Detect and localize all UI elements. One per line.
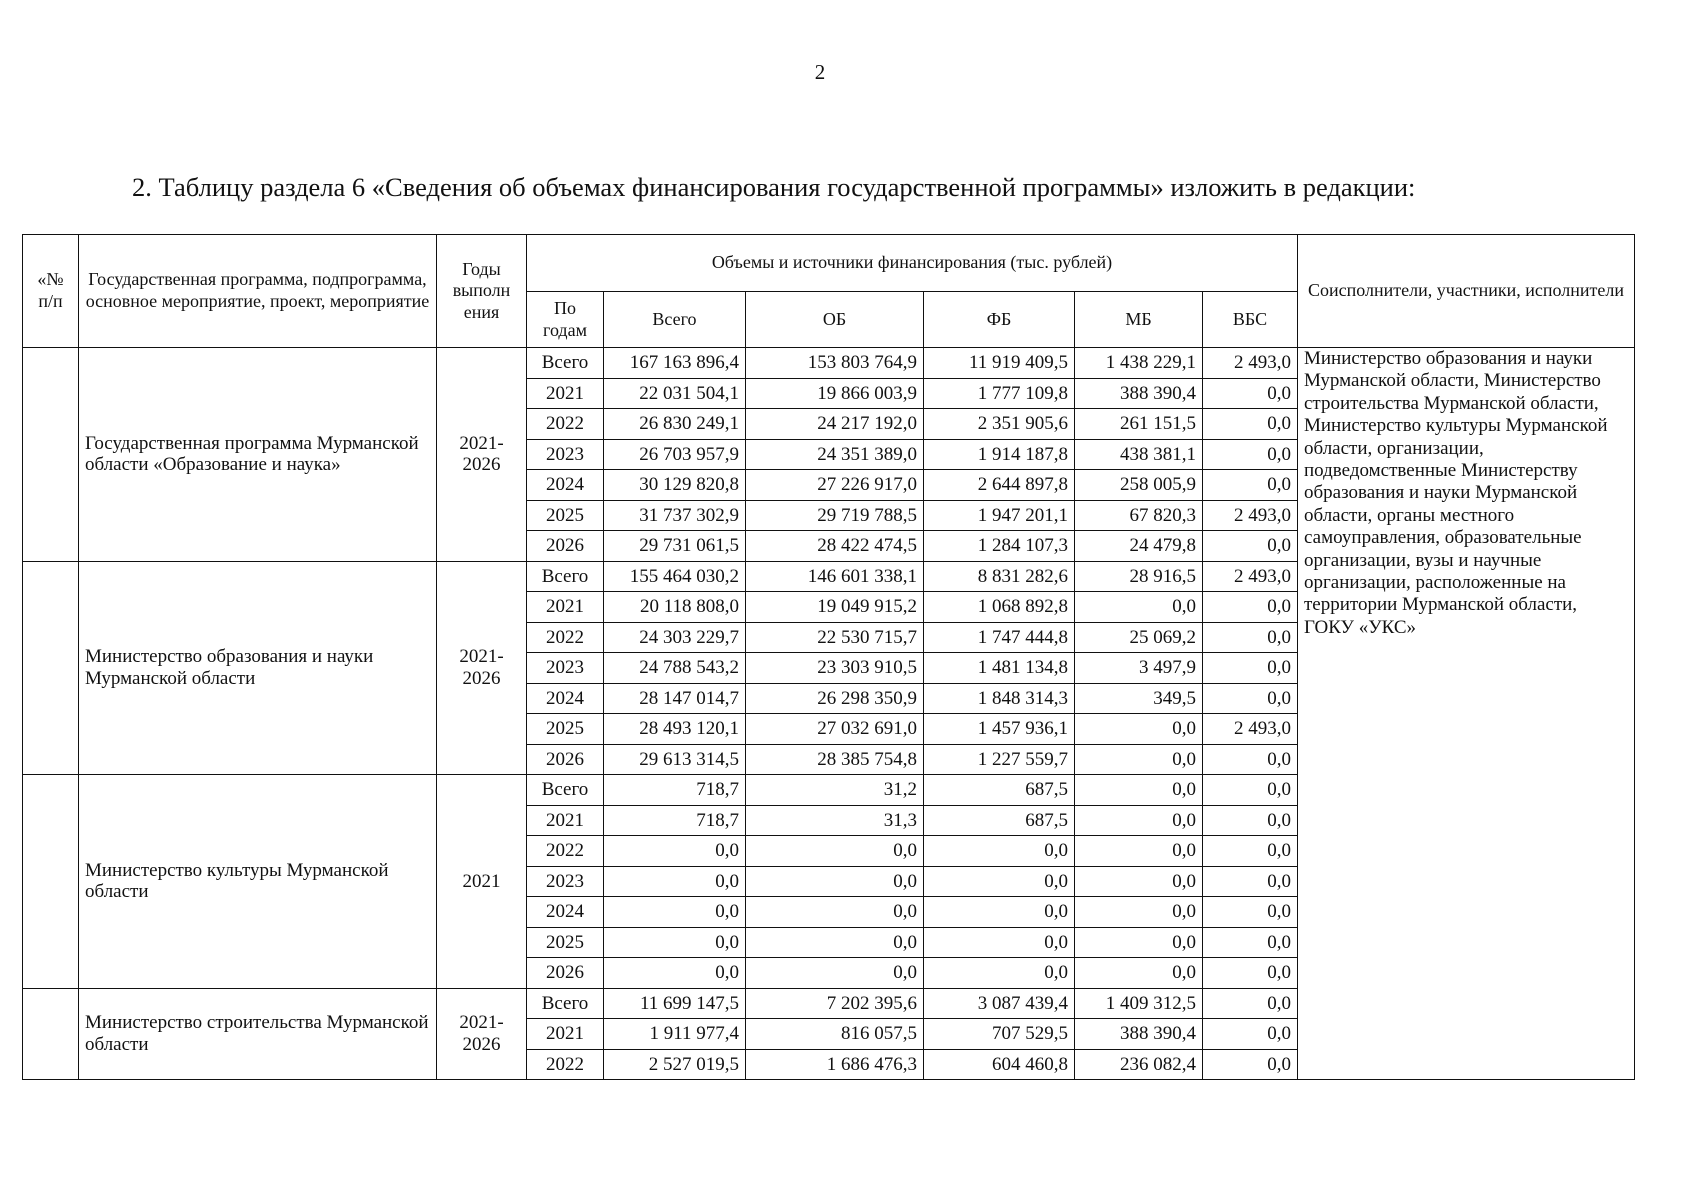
cell-fb: 1 848 314,3 — [924, 683, 1075, 714]
cell-ob: 31,3 — [746, 805, 924, 836]
group-number-cell — [23, 988, 79, 1080]
cell-fb: 0,0 — [924, 958, 1075, 989]
coexecutors-text: Министерство образования и науки Мурманской области, Министерство строительства Мурманской области, Министерство культуры Мурманской области, организации, подведомственные Министерству образования и науки Мурманской области, органы местного самоуправления, образовательные организации, вузы и научные организации, расположенные на территории Мурманской области, ГОКУ «УКС» — [1298, 348, 1635, 1080]
row-year: 2021 — [527, 1019, 604, 1050]
cell-vbs: 0,0 — [1203, 866, 1298, 897]
cell-mb: 388 390,4 — [1075, 378, 1203, 409]
cell-ob: 0,0 — [746, 927, 924, 958]
cell-total: 26 830 249,1 — [604, 409, 746, 440]
row-year: Всего — [527, 988, 604, 1019]
cell-mb: 0,0 — [1075, 775, 1203, 806]
cell-vbs: 0,0 — [1203, 470, 1298, 501]
cell-vbs: 0,0 — [1203, 805, 1298, 836]
cell-fb: 3 087 439,4 — [924, 988, 1075, 1019]
cell-ob: 24 351 389,0 — [746, 439, 924, 470]
cell-total: 29 613 314,5 — [604, 744, 746, 775]
cell-ob: 0,0 — [746, 866, 924, 897]
cell-total: 155 464 030,2 — [604, 561, 746, 592]
group-years: 2021-2026 — [437, 561, 527, 775]
cell-total: 30 129 820,8 — [604, 470, 746, 501]
cell-ob: 29 719 788,5 — [746, 500, 924, 531]
cell-total: 718,7 — [604, 775, 746, 806]
cell-mb: 67 820,3 — [1075, 500, 1203, 531]
cell-fb: 0,0 — [924, 836, 1075, 867]
row-year: 2022 — [527, 409, 604, 440]
cell-total: 28 147 014,7 — [604, 683, 746, 714]
cell-total: 0,0 — [604, 927, 746, 958]
cell-ob: 153 803 764,9 — [746, 348, 924, 379]
cell-vbs: 2 493,0 — [1203, 714, 1298, 745]
cell-vbs: 0,0 — [1203, 775, 1298, 806]
cell-ob: 26 298 350,9 — [746, 683, 924, 714]
cell-fb: 1 777 109,8 — [924, 378, 1075, 409]
header-program: Государственная программа, подпрограмма, основное мероприятие, проект, мероприятие — [79, 235, 437, 348]
header-mb: МБ — [1075, 292, 1203, 348]
cell-mb: 0,0 — [1075, 805, 1203, 836]
cell-mb: 438 381,1 — [1075, 439, 1203, 470]
group-years: 2021-2026 — [437, 988, 527, 1080]
row-year: 2026 — [527, 744, 604, 775]
row-year: 2026 — [527, 958, 604, 989]
cell-mb: 0,0 — [1075, 836, 1203, 867]
cell-ob: 31,2 — [746, 775, 924, 806]
cell-total: 28 493 120,1 — [604, 714, 746, 745]
cell-total: 0,0 — [604, 897, 746, 928]
cell-vbs: 0,0 — [1203, 439, 1298, 470]
cell-mb: 1 409 312,5 — [1075, 988, 1203, 1019]
row-year: 2022 — [527, 1049, 604, 1080]
cell-ob: 0,0 — [746, 897, 924, 928]
cell-mb: 0,0 — [1075, 592, 1203, 623]
cell-vbs: 0,0 — [1203, 683, 1298, 714]
cell-vbs: 0,0 — [1203, 531, 1298, 562]
cell-vbs: 0,0 — [1203, 378, 1298, 409]
cell-ob: 0,0 — [746, 836, 924, 867]
cell-fb: 1 914 187,8 — [924, 439, 1075, 470]
row-year: 2022 — [527, 836, 604, 867]
row-year: 2024 — [527, 470, 604, 501]
header-years: Годы выполн ения — [437, 235, 527, 348]
row-year: 2024 — [527, 897, 604, 928]
row-year: Всего — [527, 561, 604, 592]
row-year: 2025 — [527, 714, 604, 745]
group-years: 2021-2026 — [437, 348, 527, 562]
row-year: 2026 — [527, 531, 604, 562]
cell-ob: 27 226 917,0 — [746, 470, 924, 501]
cell-fb: 1 947 201,1 — [924, 500, 1075, 531]
cell-total: 0,0 — [604, 866, 746, 897]
cell-vbs: 2 493,0 — [1203, 561, 1298, 592]
group-number-cell — [23, 775, 79, 989]
table-body — [23, 348, 1635, 1080]
row-year: 2022 — [527, 622, 604, 653]
cell-vbs: 0,0 — [1203, 744, 1298, 775]
page-number: 2 — [814, 60, 826, 84]
cell-mb: 236 082,4 — [1075, 1049, 1203, 1080]
table-row — [23, 348, 1635, 379]
cell-ob: 1 686 476,3 — [746, 1049, 924, 1080]
group-name: Министерство культуры Мурманской области — [79, 775, 437, 989]
header-num: «№ п/п — [23, 235, 79, 348]
cell-fb: 707 529,5 — [924, 1019, 1075, 1050]
cell-fb: 8 831 282,6 — [924, 561, 1075, 592]
cell-mb: 261 151,5 — [1075, 409, 1203, 440]
row-year: 2025 — [527, 500, 604, 531]
cell-vbs: 2 493,0 — [1203, 348, 1298, 379]
cell-mb: 28 916,5 — [1075, 561, 1203, 592]
cell-fb: 1 227 559,7 — [924, 744, 1075, 775]
cell-total: 167 163 896,4 — [604, 348, 746, 379]
cell-ob: 28 422 474,5 — [746, 531, 924, 562]
header-vbs: ВБС — [1203, 292, 1298, 348]
financing-table — [22, 234, 1635, 1080]
group-name: Министерство строительства Мурманской области — [79, 988, 437, 1080]
cell-mb: 0,0 — [1075, 714, 1203, 745]
cell-fb: 687,5 — [924, 805, 1075, 836]
cell-fb: 0,0 — [924, 927, 1075, 958]
cell-total: 2 527 019,5 — [604, 1049, 746, 1080]
header-fb: ФБ — [924, 292, 1075, 348]
cell-total: 31 737 302,9 — [604, 500, 746, 531]
group-number-cell — [23, 348, 79, 562]
cell-fb: 1 068 892,8 — [924, 592, 1075, 623]
row-year: 2025 — [527, 927, 604, 958]
cell-ob: 24 217 192,0 — [746, 409, 924, 440]
cell-mb: 0,0 — [1075, 897, 1203, 928]
cell-vbs: 0,0 — [1203, 653, 1298, 684]
header-funding: Объемы и источники финансирования (тыс. рублей) — [527, 235, 1298, 292]
group-number-cell — [23, 561, 79, 775]
cell-mb: 258 005,9 — [1075, 470, 1203, 501]
row-year: 2021 — [527, 805, 604, 836]
cell-ob: 19 866 003,9 — [746, 378, 924, 409]
cell-mb: 349,5 — [1075, 683, 1203, 714]
cell-vbs: 0,0 — [1203, 622, 1298, 653]
row-year: 2023 — [527, 653, 604, 684]
cell-ob: 28 385 754,8 — [746, 744, 924, 775]
cell-vbs: 0,0 — [1203, 409, 1298, 440]
cell-vbs: 0,0 — [1203, 1019, 1298, 1050]
row-year: 2023 — [527, 439, 604, 470]
cell-fb: 604 460,8 — [924, 1049, 1075, 1080]
cell-fb: 11 919 409,5 — [924, 348, 1075, 379]
row-year: 2021 — [527, 592, 604, 623]
cell-vbs: 0,0 — [1203, 897, 1298, 928]
row-year: 2021 — [527, 378, 604, 409]
cell-total: 20 118 808,0 — [604, 592, 746, 623]
cell-vbs: 2 493,0 — [1203, 500, 1298, 531]
cell-mb: 1 438 229,1 — [1075, 348, 1203, 379]
cell-vbs: 0,0 — [1203, 927, 1298, 958]
cell-ob: 146 601 338,1 — [746, 561, 924, 592]
cell-vbs: 0,0 — [1203, 958, 1298, 989]
cell-mb: 388 390,4 — [1075, 1019, 1203, 1050]
cell-total: 24 303 229,7 — [604, 622, 746, 653]
cell-mb: 3 497,9 — [1075, 653, 1203, 684]
cell-fb: 1 284 107,3 — [924, 531, 1075, 562]
cell-fb: 2 351 905,6 — [924, 409, 1075, 440]
cell-total: 29 731 061,5 — [604, 531, 746, 562]
cell-ob: 22 530 715,7 — [746, 622, 924, 653]
cell-ob: 19 049 915,2 — [746, 592, 924, 623]
cell-fb: 687,5 — [924, 775, 1075, 806]
cell-total: 26 703 957,9 — [604, 439, 746, 470]
cell-vbs: 0,0 — [1203, 988, 1298, 1019]
cell-fb: 0,0 — [924, 897, 1075, 928]
header-ob: ОБ — [746, 292, 924, 348]
group-years: 2021 — [437, 775, 527, 989]
cell-fb: 2 644 897,8 — [924, 470, 1075, 501]
cell-total: 718,7 — [604, 805, 746, 836]
cell-fb: 0,0 — [924, 866, 1075, 897]
cell-ob: 0,0 — [746, 958, 924, 989]
cell-mb: 25 069,2 — [1075, 622, 1203, 653]
cell-mb: 0,0 — [1075, 958, 1203, 989]
cell-total: 0,0 — [604, 836, 746, 867]
row-year: 2024 — [527, 683, 604, 714]
cell-total: 0,0 — [604, 958, 746, 989]
cell-ob: 7 202 395,6 — [746, 988, 924, 1019]
row-year: 2023 — [527, 866, 604, 897]
cell-ob: 27 032 691,0 — [746, 714, 924, 745]
row-year: Всего — [527, 775, 604, 806]
section-heading: 2. Таблицу раздела 6 «Сведения об объемах финансирования государственной программы» изложить в редакции: — [132, 172, 1416, 202]
group-name: Министерство образования и науки Мурманской области — [79, 561, 437, 775]
header-by-years: По годам — [527, 292, 604, 348]
cell-mb: 24 479,8 — [1075, 531, 1203, 562]
cell-total: 24 788 543,2 — [604, 653, 746, 684]
cell-fb: 1 457 936,1 — [924, 714, 1075, 745]
cell-mb: 0,0 — [1075, 866, 1203, 897]
cell-ob: 816 057,5 — [746, 1019, 924, 1050]
header-total: Всего — [604, 292, 746, 348]
group-name: Государственная программа Мурманской области «Образование и наука» — [79, 348, 437, 562]
cell-vbs: 0,0 — [1203, 836, 1298, 867]
cell-fb: 1 747 444,8 — [924, 622, 1075, 653]
cell-mb: 0,0 — [1075, 744, 1203, 775]
cell-mb: 0,0 — [1075, 927, 1203, 958]
header-coexecutors: Соисполнители, участники, исполнители — [1298, 235, 1635, 348]
cell-ob: 23 303 910,5 — [746, 653, 924, 684]
cell-vbs: 0,0 — [1203, 1049, 1298, 1080]
cell-total: 11 699 147,5 — [604, 988, 746, 1019]
cell-fb: 1 481 134,8 — [924, 653, 1075, 684]
cell-vbs: 0,0 — [1203, 592, 1298, 623]
cell-total: 22 031 504,1 — [604, 378, 746, 409]
cell-total: 1 911 977,4 — [604, 1019, 746, 1050]
row-year: Всего — [527, 348, 604, 379]
